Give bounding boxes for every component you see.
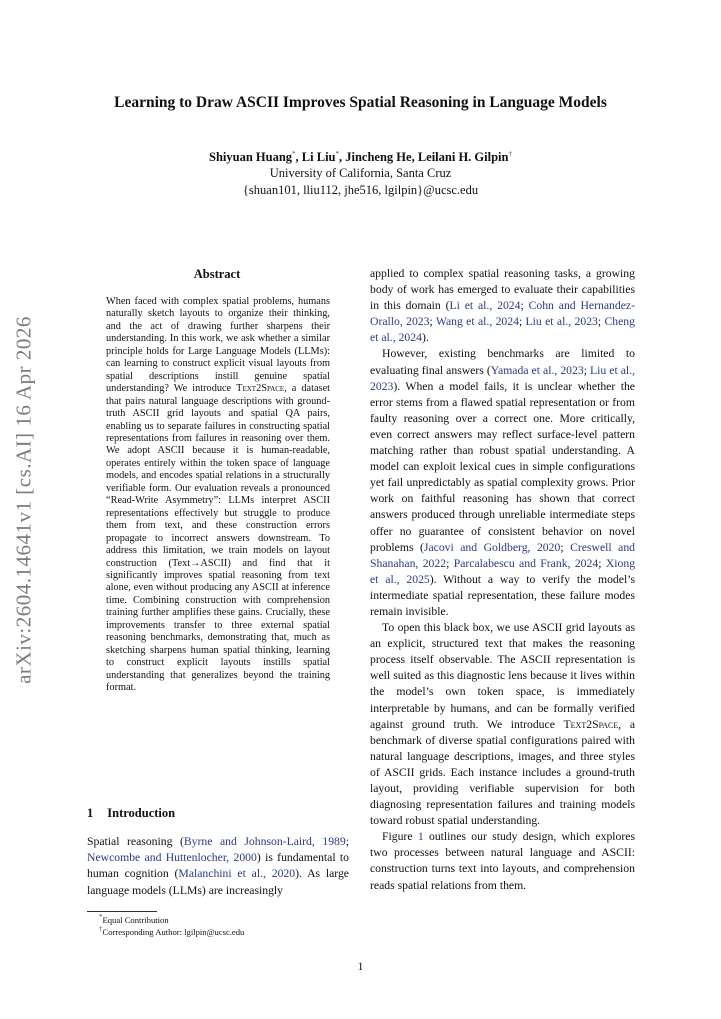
author-separator: , — [295, 150, 302, 165]
author-separator: , — [339, 150, 346, 165]
citation-link[interactable]: Li et al., 2024 — [449, 299, 521, 313]
body-text: ; — [446, 556, 454, 570]
footnote-text: Corresponding Author: lgilpin@ucsc.edu — [102, 926, 245, 937]
citation-link[interactable]: Malanchini et al., 2020 — [178, 867, 296, 881]
equal-contribution-mark[interactable]: * — [292, 150, 296, 158]
body-text: ). — [421, 331, 429, 345]
footnote-mark: * — [99, 913, 103, 921]
arxiv-identifier: arXiv:2604.14641v1 [cs.AI] 16 Apr 2026 — [11, 316, 36, 684]
body-text: ; — [518, 315, 526, 329]
citation-link[interactable]: Xiong et al., 2025 — [370, 556, 636, 586]
body-text: ) is fundamental to human cognition ( — [87, 851, 349, 881]
author-name: Li Liu — [301, 150, 336, 165]
dataset-name: Text2Space — [236, 383, 285, 395]
body-text: However, existing benchmarks are limited to evaluating final answers ( — [370, 347, 635, 377]
abstract-heading: Abstract — [193, 267, 241, 281]
body-text: ; — [560, 540, 571, 554]
body-text: ). When a model fails, it is unclear whether the error stems from a flawed spatial representation or from faulty reasoning over a correct one. More critically, even correct answers may reflect surface-level pattern matching rather than robust spatial understanding. A model can exploit lexical cues in simple configurations yet fail unpredictably as spatial complexity grows. Prior work on faithful reasoning has shown that correct answers produced through unreliable intermediate steps offer no guarantee of consistent behavior on novel problems ( — [370, 379, 635, 554]
footnote-corresponding-author — [99, 925, 244, 937]
arxiv-stamp — [0, 300, 48, 700]
paragraph — [370, 346, 635, 620]
paragraph — [370, 620, 635, 829]
citation-link[interactable]: Creswell and Shanahan, 2022 — [370, 540, 636, 570]
body-text: ; — [345, 835, 349, 848]
affiliation: University of California, Santa Cruz — [269, 166, 452, 180]
paper-title: Learning to Draw ASCII Improves Spatial Reasoning in Language Models — [114, 94, 607, 111]
body-text: Spatial reasoning ( — [87, 835, 184, 848]
footnote-rule — [87, 911, 157, 912]
body-text: To open this black box, we use ASCII grid layouts as an explicit, structured text that makes the reasoning process itself observable. The ASCII representation is well suited as this diagnostic lens because it lives within the model’s own token space, is immediately interpretable by humans, and can be formally verified against ground truth. We introduce — [370, 621, 635, 731]
body-text: , a benchmark of diverse spatial configurations paired with natural language descriptions, images, and three styles of ASCII grids. Each instance includes a ground-truth layout, providing verifiable supervision for both diagnosing representation failures and training models toward robust spatial understanding. — [370, 717, 636, 828]
body-text: applied to complex spatial reasoning tasks, a growing body of work has emerged to evaluate their capabilities in this domain ( — [370, 267, 635, 313]
introduction-paragraph — [87, 834, 349, 899]
abstract-text: When faced with complex spatial problems, humans naturally sketch layouts to organize their thinking, and the act of drawing further sharpens their understanding. In this work, we ask whether a similar principle holds for Large Language Models (LLMs): can learning to construct explicit visual layouts from spatial descriptions instill genuine spatial understanding? We introduce — [106, 296, 330, 395]
page-number: 1 — [357, 961, 364, 973]
citation-link[interactable]: Parcalabescu and Frank, 2024 — [453, 556, 599, 570]
body-text: ; — [429, 315, 436, 329]
citation-link[interactable]: Byrne and Johnson-Laird, 1989 — [183, 835, 346, 848]
corresponding-author-mark[interactable]: † — [508, 150, 512, 158]
body-text: ; — [583, 363, 590, 377]
body-text: ; — [520, 299, 529, 313]
citation-link[interactable]: Cheng et al., 2024 — [370, 315, 635, 345]
section-title: Introduction — [107, 806, 176, 820]
body-text: ). Without a way to verify the model’s intermediate spatial representation, these failure modes remain invisible. — [370, 572, 635, 618]
citation-link[interactable]: Cohn and Hernandez-Orallo, 2023 — [370, 299, 635, 329]
body-text: ; — [597, 315, 605, 329]
body-text: Figure — [382, 830, 418, 844]
author-emails: {shuan101, lliu112, jhe516, lgilpin}@ucsc.edu — [242, 183, 479, 197]
citation-link[interactable]: Newcombe and Huttenlocher, 2000 — [87, 851, 257, 865]
body-text: ; — [598, 556, 606, 570]
citation-link[interactable]: Liu et al., 2023 — [525, 315, 598, 329]
body-text: ). As large language models (LLMs) are increasingly — [87, 867, 349, 897]
citation-link[interactable]: Yamada et al., 2023 — [490, 363, 584, 377]
paragraph — [370, 266, 635, 346]
footnote-mark: † — [99, 925, 103, 933]
right-column — [370, 266, 635, 894]
author-list — [0, 150, 721, 165]
section-heading-introduction — [87, 806, 175, 821]
dataset-name: Text2Space — [563, 717, 619, 731]
citation-link[interactable]: Jacovi and Goldberg, 2020 — [423, 540, 561, 554]
footnote-text: Equal Contribution — [102, 914, 169, 925]
citation-link[interactable]: Wang et al., 2024 — [435, 315, 519, 329]
section-number: 1 — [87, 806, 94, 820]
paragraph — [370, 829, 635, 893]
abstract-text: , a dataset that pairs natural language descriptions with ground-truth ASCII grid layouts and spatial QA pairs, enabling us to separate failures in constructing spatial representations from failures in reasoning over them. We adopt ASCII because it is human-readable, operates entirely within the token space of language models, and encodes spatial relations in a structurally verifiable form. Our evaluation reveals a pronounced “Read-Write Asymmetry”: LLMs interpret ASCII representations effectively but struggle to produce them from text, and these construction errors propagate to incorrect answers downstream. To address this limitation, we train models on layout construction (Text→ASCII) and find that it significantly improves spatial reasoning from text alone, even without producing any ASCII at inference time. Combining construction with comprehension training further amplifies these gains. Crucially, these improvements transfer to three external spatial reasoning benchmarks, demonstrating that, much as sketching sharpens human spatial thinking, learning to construct explicit layouts instills spatial understanding that generalizes beyond the training format. — [106, 383, 330, 694]
author-name: Jincheng He, Leilani H. Gilpin — [345, 150, 509, 165]
body-text: outlines our study design, which explores two processes between natural language and ASCII: construction turns text into layouts, and comprehension reads spatial relations from them. — [370, 830, 636, 892]
equal-contribution-mark[interactable]: * — [335, 150, 339, 158]
abstract-body — [106, 296, 330, 695]
citation-link[interactable]: Liu et al., 2023 — [370, 363, 636, 393]
footnote-equal-contribution — [99, 913, 169, 925]
figure-reference-link[interactable]: 1 — [417, 830, 424, 844]
author-name: Shiyuan Huang — [209, 150, 293, 165]
